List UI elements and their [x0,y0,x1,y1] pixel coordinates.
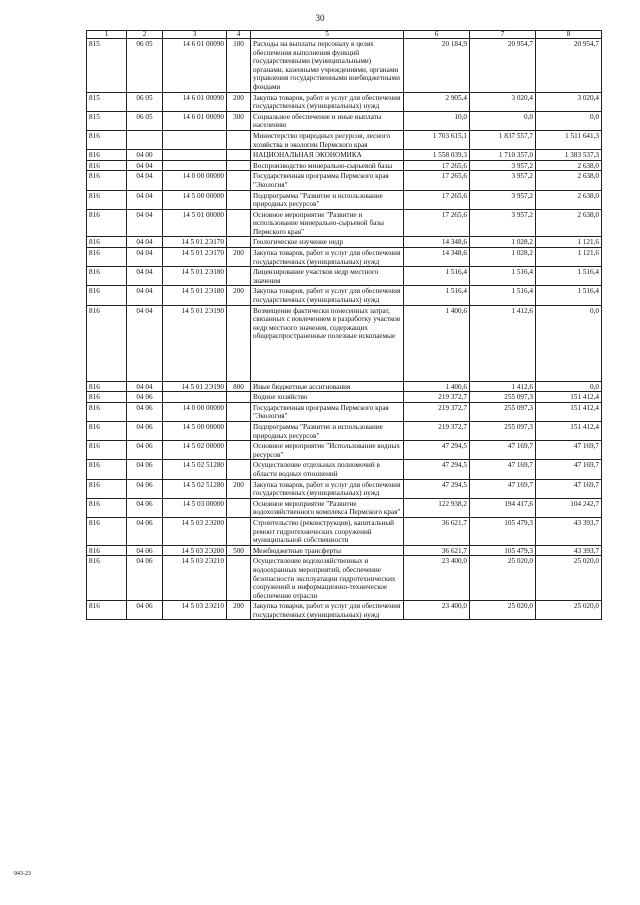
amount-2025-cell: 1 511 641,3 [536,130,602,149]
table-row [87,422,602,441]
table-row [87,381,602,392]
description-cell: НАЦИОНАЛЬНАЯ ЭКОНОМИКА [251,150,404,161]
table-row [87,171,602,190]
table-row [87,392,602,403]
section-cell: 04 06 [127,392,163,403]
kvsr-cell: 816 [87,402,127,421]
target-article-cell: 14 5 00 00000 [163,190,227,209]
amount-2024-cell: 0,0 [470,111,536,130]
amount-2024-cell: 47 169,7 [470,441,536,460]
description-cell: Социальное обеспечение и иные выплаты населению [251,111,404,130]
expense-type-cell [227,460,251,479]
amount-2023-cell: 1 400,6 [404,305,470,381]
table-row [87,92,602,111]
amount-2025-cell: 151 412,4 [536,422,602,441]
amount-2025-cell: 2 638,0 [536,209,602,237]
target-article-cell: 14 5 01 00000 [163,209,227,237]
amount-2024-cell: 3 020,4 [470,92,536,111]
section-cell: 04 04 [127,305,163,381]
amount-2024-cell: 47 169,7 [470,479,536,498]
header-cell: 5 [251,31,404,39]
description-cell: Основное мероприятие "Развитие водохозяйственного комплекса Пермского края" [251,498,404,517]
section-cell: 04 04 [127,381,163,392]
section-cell: 04 06 [127,402,163,421]
amount-2025-cell: 43 393,7 [536,545,602,556]
kvsr-cell: 816 [87,305,127,381]
amount-2025-cell: 0,0 [536,381,602,392]
table-row [87,209,602,237]
target-article-cell: 14 0 00 00000 [163,402,227,421]
amount-2024-cell: 1 837 557,7 [470,130,536,149]
amount-2024-cell: 47 169,7 [470,460,536,479]
amount-2025-cell: 47 169,7 [536,460,602,479]
amount-2025-cell: 20 954,7 [536,39,602,93]
header-cell: 3 [163,31,227,39]
amount-2023-cell: 219 372,7 [404,422,470,441]
description-cell: Государственная программа Пермского края "Экология" [251,402,404,421]
section-cell: 04 04 [127,160,163,171]
amount-2025-cell: 151 412,4 [536,402,602,421]
description-cell: Строительство (реконструкция), капитальный ремонт гидротехнических сооружений муниципальной собственности [251,517,404,545]
header-row [87,31,602,39]
amount-2024-cell: 20 954,7 [470,39,536,93]
kvsr-cell: 816 [87,286,127,305]
amount-2023-cell: 23 400,0 [404,556,470,601]
table-row [87,460,602,479]
table-row [87,39,602,93]
kvsr-cell: 816 [87,160,127,171]
amount-2025-cell: 2 638,0 [536,171,602,190]
target-article-cell [163,392,227,403]
budget-table [86,30,602,620]
target-article-cell: 14 5 03 2Э210 [163,556,227,601]
amount-2023-cell: 219 372,7 [404,392,470,403]
section-cell: 06 05 [127,111,163,130]
amount-2023-cell: 10,0 [404,111,470,130]
target-article-cell: 14 5 03 2Э200 [163,545,227,556]
expense-type-cell [227,402,251,421]
kvsr-cell: 816 [87,517,127,545]
amount-2025-cell: 151 412,4 [536,392,602,403]
target-article-cell [163,160,227,171]
expense-type-cell [227,190,251,209]
kvsr-cell: 816 [87,248,127,267]
kvsr-cell: 816 [87,422,127,441]
footer-code: 943-23 [14,871,31,877]
target-article-cell: 14 0 00 00000 [163,171,227,190]
description-cell: Осуществление водохозяйственных и водоохранных мероприятий, обеспечение безопасности эксплуатации гидротехнических сооружений и информационно-техническое обеспечение отрасли [251,556,404,601]
amount-2024-cell: 3 957,2 [470,190,536,209]
table-row [87,267,602,286]
target-article-cell: 14 5 00 00000 [163,422,227,441]
description-cell: Возмещение фактически понесенных затрат, связанных с вовлечением в разработку участков недр местного значения, содержащих общераспространенные полезные ископаемые [251,305,404,381]
target-article-cell: 14 5 01 2Э170 [163,248,227,267]
section-cell: 04 00 [127,150,163,161]
table-row [87,545,602,556]
description-cell: Иные бюджетные ассигнования [251,381,404,392]
kvsr-cell: 816 [87,237,127,248]
target-article-cell: 14 5 03 2Э210 [163,601,227,620]
amount-2023-cell: 2 905,4 [404,92,470,111]
section-cell: 04 04 [127,171,163,190]
section-cell: 04 06 [127,545,163,556]
kvsr-cell: 816 [87,441,127,460]
header-cell: 8 [536,31,602,39]
amount-2023-cell: 1 516,4 [404,286,470,305]
section-cell: 04 04 [127,248,163,267]
description-cell: Осуществление отдельных полномочий в области водных отношений [251,460,404,479]
amount-2023-cell: 14 348,6 [404,237,470,248]
amount-2023-cell: 17 265,6 [404,171,470,190]
section-cell: 04 04 [127,286,163,305]
target-article-cell: 14 6 01 00090 [163,92,227,111]
expense-type-cell [227,209,251,237]
description-cell: Закупка товаров, работ и услуг для обеспечения государственных (муниципальных) нужд [251,601,404,620]
description-cell: Межбюджетные трансферты [251,545,404,556]
expense-type-cell [227,130,251,149]
section-cell: 04 04 [127,190,163,209]
expense-type-cell [227,237,251,248]
kvsr-cell: 816 [87,171,127,190]
amount-2023-cell: 14 348,6 [404,248,470,267]
amount-2025-cell: 25 020,0 [536,556,602,601]
amount-2025-cell: 104 242,7 [536,498,602,517]
expense-type-cell [227,267,251,286]
amount-2024-cell: 1 028,2 [470,248,536,267]
expense-type-cell [227,305,251,381]
expense-type-cell [227,517,251,545]
description-cell: Государственная программа Пермского края "Экология" [251,171,404,190]
table-row [87,150,602,161]
amount-2025-cell: 1 121,6 [536,237,602,248]
table-row [87,556,602,601]
expense-type-cell: 200 [227,286,251,305]
description-cell: Основное мероприятие "Развитие и использование минерально-сырьевой базы Пермского края" [251,209,404,237]
target-article-cell: 14 5 03 00000 [163,498,227,517]
kvsr-cell: 816 [87,545,127,556]
section-cell: 04 06 [127,601,163,620]
amount-2024-cell: 3 957,2 [470,171,536,190]
description-cell: Основное мероприятие "Использование водных ресурсов" [251,441,404,460]
section-cell: 04 06 [127,422,163,441]
table-row [87,441,602,460]
table-row [87,160,602,171]
target-article-cell: 14 5 02 51280 [163,460,227,479]
amount-2025-cell: 1 383 537,3 [536,150,602,161]
target-article-cell: 14 5 01 2Э180 [163,267,227,286]
description-cell: Подпрограмма "Развитие и использование природных ресурсов" [251,422,404,441]
section-cell: 04 06 [127,556,163,601]
kvsr-cell: 815 [87,111,127,130]
amount-2024-cell: 105 479,3 [470,545,536,556]
amount-2023-cell: 1 703 615,1 [404,130,470,149]
description-cell: Закупка товаров, работ и услуг для обеспечения государственных (муниципальных) нужд [251,92,404,111]
amount-2023-cell: 20 184,9 [404,39,470,93]
kvsr-cell: 816 [87,601,127,620]
section-cell: 04 06 [127,517,163,545]
amount-2024-cell: 1 710 357,0 [470,150,536,161]
amount-2023-cell: 1 516,4 [404,267,470,286]
amount-2024-cell: 1 516,4 [470,267,536,286]
table-row [87,286,602,305]
amount-2025-cell: 2 638,0 [536,160,602,171]
description-cell: Закупка товаров, работ и услуг для обеспечения государственных (муниципальных) нужд [251,286,404,305]
description-cell: Подпрограмма "Развитие и использование природных ресурсов" [251,190,404,209]
amount-2025-cell: 3 020,4 [536,92,602,111]
amount-2023-cell: 36 621,7 [404,545,470,556]
expense-type-cell [227,422,251,441]
expense-type-cell: 200 [227,248,251,267]
amount-2025-cell: 0,0 [536,305,602,381]
expense-type-cell: 100 [227,39,251,93]
section-cell: 04 04 [127,237,163,248]
kvsr-cell: 816 [87,190,127,209]
section-cell: 06 05 [127,92,163,111]
amount-2024-cell: 194 417,6 [470,498,536,517]
target-article-cell: 14 6 01 00090 [163,39,227,93]
kvsr-cell: 816 [87,460,127,479]
description-cell: Геологическое изучение недр [251,237,404,248]
amount-2025-cell: 0,0 [536,111,602,130]
header-cell: 6 [404,31,470,39]
amount-2024-cell: 255 097,3 [470,392,536,403]
table-row [87,402,602,421]
kvsr-cell: 816 [87,392,127,403]
amount-2024-cell: 25 020,0 [470,556,536,601]
section-cell: 04 06 [127,441,163,460]
table-row [87,190,602,209]
amount-2023-cell: 219 372,7 [404,402,470,421]
section-cell: 04 06 [127,498,163,517]
description-cell: Министерство природных ресурсов, лесного хозяйства и экологии Пермского края [251,130,404,149]
kvsr-cell: 816 [87,267,127,286]
expense-type-cell: 200 [227,92,251,111]
description-cell: Водное хозяйство [251,392,404,403]
target-article-cell: 14 6 01 00090 [163,111,227,130]
amount-2025-cell: 43 393,7 [536,517,602,545]
kvsr-cell: 816 [87,130,127,149]
amount-2023-cell: 1 558 039,3 [404,150,470,161]
header-cell: 1 [87,31,127,39]
table-row [87,237,602,248]
kvsr-cell: 816 [87,556,127,601]
expense-type-cell [227,556,251,601]
table-row [87,479,602,498]
kvsr-cell: 815 [87,39,127,93]
section-cell: 04 06 [127,460,163,479]
amount-2024-cell: 25 020,0 [470,601,536,620]
target-article-cell [163,150,227,161]
kvsr-cell: 816 [87,209,127,237]
section-cell: 06 05 [127,39,163,93]
expense-type-cell: 200 [227,601,251,620]
description-cell: Закупка товаров, работ и услуг для обеспечения государственных (муниципальных) нужд [251,248,404,267]
amount-2024-cell: 1 412,6 [470,381,536,392]
target-article-cell [163,130,227,149]
amount-2023-cell: 17 265,6 [404,160,470,171]
amount-2023-cell: 17 265,6 [404,190,470,209]
target-article-cell: 14 5 02 51280 [163,479,227,498]
target-article-cell: 14 5 02 00000 [163,441,227,460]
expense-type-cell [227,150,251,161]
amount-2023-cell: 17 265,6 [404,209,470,237]
amount-2023-cell: 1 400,6 [404,381,470,392]
target-article-cell: 14 5 01 2Э180 [163,286,227,305]
amount-2025-cell: 1 516,4 [536,286,602,305]
expense-type-cell [227,160,251,171]
table-row [87,601,602,620]
amount-2025-cell: 47 169,7 [536,441,602,460]
amount-2024-cell: 255 097,3 [470,402,536,421]
target-article-cell: 14 5 01 2Э190 [163,381,227,392]
table-row [87,498,602,517]
target-article-cell: 14 5 01 2Э170 [163,237,227,248]
expense-type-cell: 800 [227,381,251,392]
amount-2025-cell: 47 169,7 [536,479,602,498]
amount-2024-cell: 255 097,3 [470,422,536,441]
kvsr-cell: 816 [87,479,127,498]
amount-2024-cell: 1 028,2 [470,237,536,248]
table-row [87,111,602,130]
expense-type-cell [227,171,251,190]
amount-2024-cell: 1 412,6 [470,305,536,381]
target-article-cell: 14 5 03 2Э200 [163,517,227,545]
table-row [87,517,602,545]
description-cell: Лицензирование участков недр местного значения [251,267,404,286]
amount-2024-cell: 105 479,3 [470,517,536,545]
header-cell: 2 [127,31,163,39]
description-cell: Расходы на выплаты персоналу в целях обеспечения выполнения функций государственными (муниципальными) органами, казенными учреждениями, органами управления государственными внебюджетными фондами [251,39,404,93]
amount-2023-cell: 47 294,5 [404,479,470,498]
kvsr-cell: 816 [87,381,127,392]
amount-2024-cell: 3 957,2 [470,209,536,237]
expense-type-cell: 300 [227,111,251,130]
description-cell: Воспроизводство минерально-сырьевой базы [251,160,404,171]
amount-2025-cell: 1 516,4 [536,267,602,286]
section-cell: 04 04 [127,267,163,286]
header-cell: 4 [227,31,251,39]
amount-2024-cell: 3 957,2 [470,160,536,171]
amount-2023-cell: 47 294,5 [404,460,470,479]
expense-type-cell: 500 [227,545,251,556]
page-number: 30 [315,13,325,23]
expense-type-cell [227,498,251,517]
amount-2025-cell: 25 020,0 [536,601,602,620]
amount-2025-cell: 2 638,0 [536,190,602,209]
header-cell: 7 [470,31,536,39]
amount-2023-cell: 23 400,0 [404,601,470,620]
description-cell: Закупка товаров, работ и услуг для обеспечения государственных (муниципальных) нужд [251,479,404,498]
section-cell: 04 04 [127,209,163,237]
table-row [87,248,602,267]
expense-type-cell: 200 [227,479,251,498]
table-row [87,130,602,149]
section-cell [127,130,163,149]
amount-2023-cell: 36 621,7 [404,517,470,545]
expense-type-cell [227,392,251,403]
kvsr-cell: 816 [87,498,127,517]
kvsr-cell: 815 [87,92,127,111]
target-article-cell: 14 5 01 2Э190 [163,305,227,381]
amount-2023-cell: 47 294,5 [404,441,470,460]
amount-2025-cell: 1 121,6 [536,248,602,267]
table-body [87,39,602,620]
expense-type-cell [227,441,251,460]
section-cell: 04 06 [127,479,163,498]
table-row [87,305,602,381]
amount-2023-cell: 122 938,2 [404,498,470,517]
kvsr-cell: 816 [87,150,127,161]
amount-2024-cell: 1 516,4 [470,286,536,305]
